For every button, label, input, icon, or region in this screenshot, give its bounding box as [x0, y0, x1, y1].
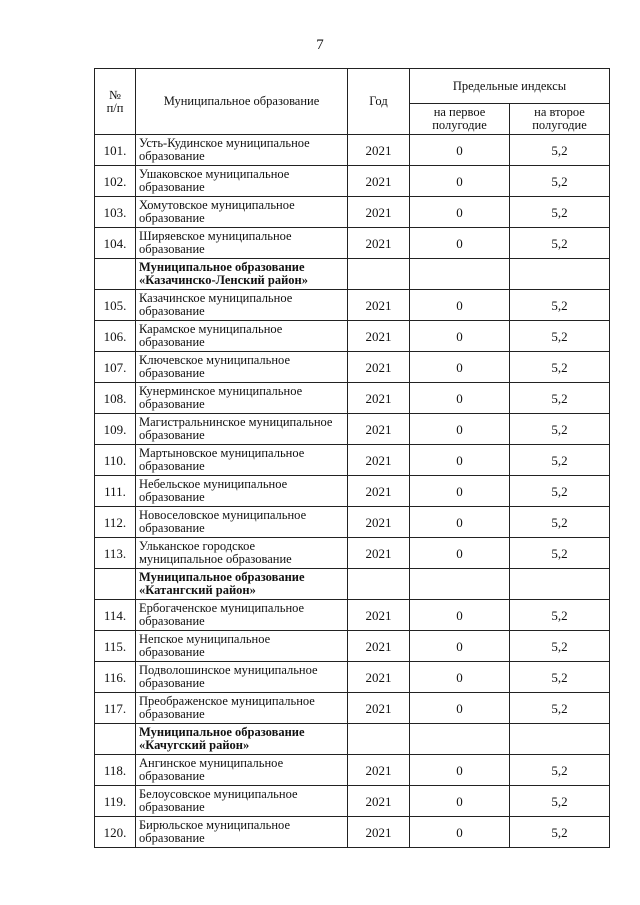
second-half-index: 5,2: [510, 197, 610, 228]
row-year: 2021: [348, 135, 410, 166]
second-half-index: 5,2: [510, 817, 610, 848]
cell-second-half: [510, 569, 610, 600]
group-title: Муниципальное образование «Катангский район»: [136, 569, 348, 600]
municipality-name: Подволошинское муниципальное образование: [136, 662, 348, 693]
row-year: 2021: [348, 383, 410, 414]
indices-table: [94, 68, 610, 848]
row-year: 2021: [348, 197, 410, 228]
table-row: [95, 135, 610, 166]
row-year: 2021: [348, 228, 410, 259]
row-year: 2021: [348, 507, 410, 538]
second-half-index: 5,2: [510, 135, 610, 166]
municipality-name: Усть-Кудинское муниципальное образование: [136, 135, 348, 166]
cell-num: [95, 724, 136, 755]
row-year: 2021: [348, 755, 410, 786]
first-half-index: 0: [410, 383, 510, 414]
row-year: 2021: [348, 662, 410, 693]
first-half-index: 0: [410, 817, 510, 848]
municipality-name: Ангинское муниципальное образование: [136, 755, 348, 786]
second-half-index: 5,2: [510, 631, 610, 662]
second-half-index: 5,2: [510, 476, 610, 507]
cell-first-half: [410, 259, 510, 290]
cell-first-half: [410, 724, 510, 755]
municipality-name: Ключевское муниципальное образование: [136, 352, 348, 383]
municipality-name: Преображенское муниципальное образование: [136, 693, 348, 724]
row-number: 103.: [95, 197, 136, 228]
municipality-name: Ульканское городское муниципальное образование: [136, 538, 348, 569]
cell-year: [348, 724, 410, 755]
municipality-name: Магистральнинское муниципальное образование: [136, 414, 348, 445]
group-header-row: [95, 569, 610, 600]
row-number: 104.: [95, 228, 136, 259]
first-half-index: 0: [410, 786, 510, 817]
second-half-index: 5,2: [510, 321, 610, 352]
first-half-index: 0: [410, 476, 510, 507]
municipality-name: Непское муниципальное образование: [136, 631, 348, 662]
municipality-name: Казачинское муниципальное образование: [136, 290, 348, 321]
header-year: Год: [348, 69, 410, 135]
row-number: 119.: [95, 786, 136, 817]
group-title: Муниципальное образование «Качугский район»: [136, 724, 348, 755]
first-half-index: 0: [410, 693, 510, 724]
first-half-index: 0: [410, 414, 510, 445]
row-number: 118.: [95, 755, 136, 786]
group-title: Муниципальное образование «Казачинско-Ленский район»: [136, 259, 348, 290]
table-row: [95, 197, 610, 228]
row-number: 113.: [95, 538, 136, 569]
table-row: [95, 817, 610, 848]
first-half-index: 0: [410, 352, 510, 383]
municipality-name: Хомутовское муниципальное образование: [136, 197, 348, 228]
cell-year: [348, 569, 410, 600]
municipality-name: Ширяевское муниципальное образование: [136, 228, 348, 259]
row-number: 117.: [95, 693, 136, 724]
second-half-index: 5,2: [510, 755, 610, 786]
cell-second-half: [510, 259, 610, 290]
row-number: 111.: [95, 476, 136, 507]
first-half-index: 0: [410, 631, 510, 662]
second-half-index: 5,2: [510, 538, 610, 569]
group-header-row: [95, 259, 610, 290]
cell-num: [95, 569, 136, 600]
row-number: 110.: [95, 445, 136, 476]
cell-first-half: [410, 569, 510, 600]
table-row: [95, 166, 610, 197]
first-half-index: 0: [410, 197, 510, 228]
first-half-index: 0: [410, 538, 510, 569]
table-row: [95, 352, 610, 383]
row-number: 102.: [95, 166, 136, 197]
row-year: 2021: [348, 600, 410, 631]
table-row: [95, 786, 610, 817]
row-year: 2021: [348, 631, 410, 662]
second-half-index: 5,2: [510, 290, 610, 321]
row-year: 2021: [348, 786, 410, 817]
second-half-index: 5,2: [510, 166, 610, 197]
table-row: [95, 631, 610, 662]
municipality-name: Карамское муниципальное образование: [136, 321, 348, 352]
first-half-index: 0: [410, 662, 510, 693]
second-half-index: 5,2: [510, 414, 610, 445]
header-first-half: на первое полугодие: [410, 104, 510, 135]
row-number: 106.: [95, 321, 136, 352]
first-half-index: 0: [410, 507, 510, 538]
row-number: 115.: [95, 631, 136, 662]
municipality-name: Белоусовское муниципальное образование: [136, 786, 348, 817]
header-municipality: Муниципальное образование: [136, 69, 348, 135]
table-row: [95, 321, 610, 352]
table-row: [95, 755, 610, 786]
table-row: [95, 507, 610, 538]
row-year: 2021: [348, 321, 410, 352]
table-row: [95, 383, 610, 414]
cell-second-half: [510, 724, 610, 755]
row-year: 2021: [348, 476, 410, 507]
row-year: 2021: [348, 538, 410, 569]
header-num: № п/п: [95, 69, 136, 135]
cell-num: [95, 259, 136, 290]
table-row: [95, 662, 610, 693]
row-year: 2021: [348, 445, 410, 476]
row-year: 2021: [348, 352, 410, 383]
municipality-name: Ушаковское муниципальное образование: [136, 166, 348, 197]
table-row: [95, 414, 610, 445]
table-row: [95, 600, 610, 631]
row-number: 112.: [95, 507, 136, 538]
row-year: 2021: [348, 693, 410, 724]
row-number: 116.: [95, 662, 136, 693]
second-half-index: 5,2: [510, 600, 610, 631]
table-row: [95, 538, 610, 569]
table-row: [95, 228, 610, 259]
row-year: 2021: [348, 290, 410, 321]
row-number: 107.: [95, 352, 136, 383]
row-number: 120.: [95, 817, 136, 848]
row-year: 2021: [348, 166, 410, 197]
second-half-index: 5,2: [510, 383, 610, 414]
municipality-name: Ербогаченское муниципальное образование: [136, 600, 348, 631]
row-number: 105.: [95, 290, 136, 321]
row-number: 101.: [95, 135, 136, 166]
table-row: [95, 693, 610, 724]
table-row: [95, 290, 610, 321]
cell-year: [348, 259, 410, 290]
first-half-index: 0: [410, 290, 510, 321]
first-half-index: 0: [410, 755, 510, 786]
second-half-index: 5,2: [510, 507, 610, 538]
header-second-half: на второе полугодие: [510, 104, 610, 135]
second-half-index: 5,2: [510, 228, 610, 259]
table-row: [95, 476, 610, 507]
page-number: 7: [316, 37, 324, 53]
second-half-index: 5,2: [510, 693, 610, 724]
row-year: 2021: [348, 414, 410, 445]
municipality-name: Новоселовское муниципальное образование: [136, 507, 348, 538]
header-limit-indices: Предельные индексы: [410, 69, 610, 104]
first-half-index: 0: [410, 321, 510, 352]
second-half-index: 5,2: [510, 786, 610, 817]
municipality-name: Мартыновское муниципальное образование: [136, 445, 348, 476]
first-half-index: 0: [410, 600, 510, 631]
table-row: [95, 445, 610, 476]
municipality-name: Кунерминское муниципальное образование: [136, 383, 348, 414]
first-half-index: 0: [410, 228, 510, 259]
row-number: 109.: [95, 414, 136, 445]
municipality-name: Бирюльское муниципальное образование: [136, 817, 348, 848]
table-body: [95, 135, 610, 848]
row-year: 2021: [348, 817, 410, 848]
second-half-index: 5,2: [510, 445, 610, 476]
row-number: 108.: [95, 383, 136, 414]
table-header: [95, 69, 610, 135]
first-half-index: 0: [410, 166, 510, 197]
first-half-index: 0: [410, 135, 510, 166]
first-half-index: 0: [410, 445, 510, 476]
group-header-row: [95, 724, 610, 755]
second-half-index: 5,2: [510, 662, 610, 693]
second-half-index: 5,2: [510, 352, 610, 383]
row-number: 114.: [95, 600, 136, 631]
municipality-name: Небельское муниципальное образование: [136, 476, 348, 507]
